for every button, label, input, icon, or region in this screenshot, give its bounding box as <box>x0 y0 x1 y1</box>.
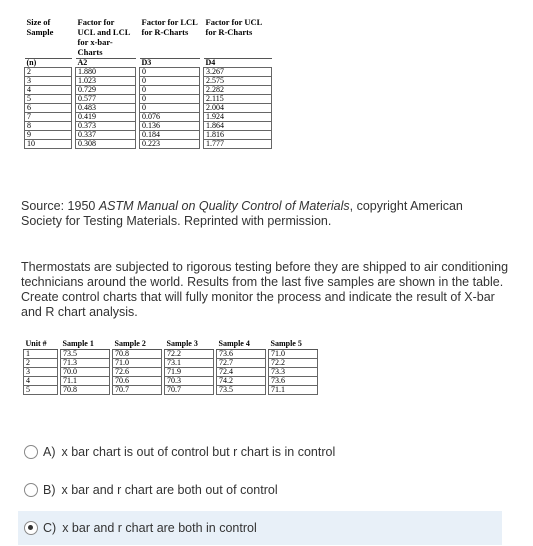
table-cell: 72.2 <box>269 359 318 368</box>
header-d3-symbol: D3 <box>140 59 200 68</box>
table-row <box>24 386 318 395</box>
table-cell: 1.924 <box>204 113 272 122</box>
header-a2: Factor for UCL and LCL for x-bar-Charts <box>76 16 136 59</box>
table-cell: 3 <box>24 368 58 377</box>
radio-button[interactable] <box>24 483 38 497</box>
table-row <box>25 140 272 149</box>
table-cell: 71.0 <box>269 350 318 359</box>
table-cell: 1.816 <box>204 131 272 140</box>
option-letter: C) <box>43 521 57 535</box>
table-cell: 2.575 <box>204 77 272 86</box>
table-cell: 0 <box>140 95 200 104</box>
column-header: Sample 3 <box>165 339 214 350</box>
table-cell: 0.483 <box>76 104 136 113</box>
table-cell: 73.6 <box>269 377 318 386</box>
table-cell: 73.1 <box>165 359 214 368</box>
table-cell: 3 <box>25 77 72 86</box>
table-cell: 1.880 <box>76 68 136 77</box>
table-cell: 70.7 <box>113 386 162 395</box>
answer-option[interactable] <box>18 473 502 507</box>
header-d3: Factor for LCL for R-Charts <box>140 16 200 59</box>
column-header: Sample 4 <box>217 339 266 350</box>
table-cell: 72.6 <box>113 368 162 377</box>
table-cell: 0.419 <box>76 113 136 122</box>
table-cell: 72.4 <box>217 368 266 377</box>
option-text: x bar and r chart are both out of control <box>61 483 278 497</box>
option-letter: B) <box>43 483 56 497</box>
table-cell: 1.864 <box>204 122 272 131</box>
table-cell: 2 <box>24 359 58 368</box>
table-cell: 10 <box>25 140 72 149</box>
option-text: x bar and r chart are both in control <box>62 521 257 535</box>
table-cell: 72.7 <box>217 359 266 368</box>
table-cell: 3.267 <box>204 68 272 77</box>
table-cell: 71.3 <box>61 359 110 368</box>
answer-option[interactable] <box>18 435 502 469</box>
column-header: Sample 5 <box>269 339 318 350</box>
table-cell: 5 <box>24 386 58 395</box>
radio-button[interactable] <box>24 445 38 459</box>
table-cell: 2 <box>25 68 72 77</box>
table-row <box>25 95 272 104</box>
table-cell: 8 <box>25 122 72 131</box>
table-cell: 0 <box>140 104 200 113</box>
table-cell: 4 <box>25 86 72 95</box>
table-row <box>25 86 272 95</box>
table-cell: 74.2 <box>217 377 266 386</box>
table-cell: 70.0 <box>61 368 110 377</box>
table-cell: 2.115 <box>204 95 272 104</box>
table-cell: 9 <box>25 131 72 140</box>
table-cell: 7 <box>25 113 72 122</box>
table-cell: 4 <box>24 377 58 386</box>
table-row <box>25 68 272 77</box>
table-cell: 71.0 <box>113 359 162 368</box>
option-text: x bar chart is out of control but r chart is in control <box>61 445 336 459</box>
table-cell: 73.6 <box>217 350 266 359</box>
table-cell: 0.184 <box>140 131 200 140</box>
table-cell: 0.136 <box>140 122 200 131</box>
table-cell: 2.282 <box>204 86 272 95</box>
table-cell: 1.777 <box>204 140 272 149</box>
table-cell: 0 <box>140 68 200 77</box>
radio-button[interactable] <box>24 521 38 535</box>
table-cell: 71.1 <box>61 377 110 386</box>
table-cell: 0.308 <box>76 140 136 149</box>
table-cell: 73.3 <box>269 368 318 377</box>
table-cell: 0 <box>140 86 200 95</box>
table-cell: 70.8 <box>61 386 110 395</box>
table-cell: 71.9 <box>165 368 214 377</box>
table-cell: 0.729 <box>76 86 136 95</box>
table-cell: 6 <box>25 104 72 113</box>
column-header: Sample 2 <box>113 339 162 350</box>
header-sample-size: Size of Sample <box>25 16 72 59</box>
table-cell: 0.373 <box>76 122 136 131</box>
option-letter: A) <box>43 445 56 459</box>
source-citation: Source: 1950 ASTM Manual on Quality Control of Materials, copyright American Society for Testing Materials. Reprinted with permission. <box>21 199 463 228</box>
table-cell: 1 <box>24 350 58 359</box>
table-cell: 70.7 <box>165 386 214 395</box>
table-cell: 2.004 <box>204 104 272 113</box>
table-cell: 0.076 <box>140 113 200 122</box>
header-d4-symbol: D4 <box>204 59 272 68</box>
table-cell: 0.337 <box>76 131 136 140</box>
table-cell: 70.8 <box>113 350 162 359</box>
column-header: Sample 1 <box>61 339 110 350</box>
table-cell: 70.6 <box>113 377 162 386</box>
column-header: Unit # <box>24 339 58 350</box>
header-sample-size-symbol: (n) <box>25 59 72 68</box>
table-row <box>25 77 272 86</box>
sample-data-table <box>23 339 318 395</box>
table-cell: 70.3 <box>165 377 214 386</box>
table-cell: 1.023 <box>76 77 136 86</box>
table-cell: 0.577 <box>76 95 136 104</box>
table-cell: 0 <box>140 77 200 86</box>
table-cell: 0.223 <box>140 140 200 149</box>
question-text: Thermostats are subjected to rigorous testing before they are shipped to air conditioning technicians around the world. Results from the last five samples are shown in the table. Create control charts that will fully monitor the process and indicate the result of X-bar and R chart analysis. <box>21 260 509 319</box>
control-chart-factors-table <box>24 16 272 149</box>
table-cell: 72.2 <box>165 350 214 359</box>
table-cell: 73.5 <box>217 386 266 395</box>
answer-option[interactable] <box>18 511 502 545</box>
table-cell: 5 <box>25 95 72 104</box>
header-a2-symbol: A2 <box>76 59 136 68</box>
header-d4: Factor for UCL for R-Charts <box>204 16 272 59</box>
table-cell: 71.1 <box>269 386 318 395</box>
table-cell: 73.5 <box>61 350 110 359</box>
